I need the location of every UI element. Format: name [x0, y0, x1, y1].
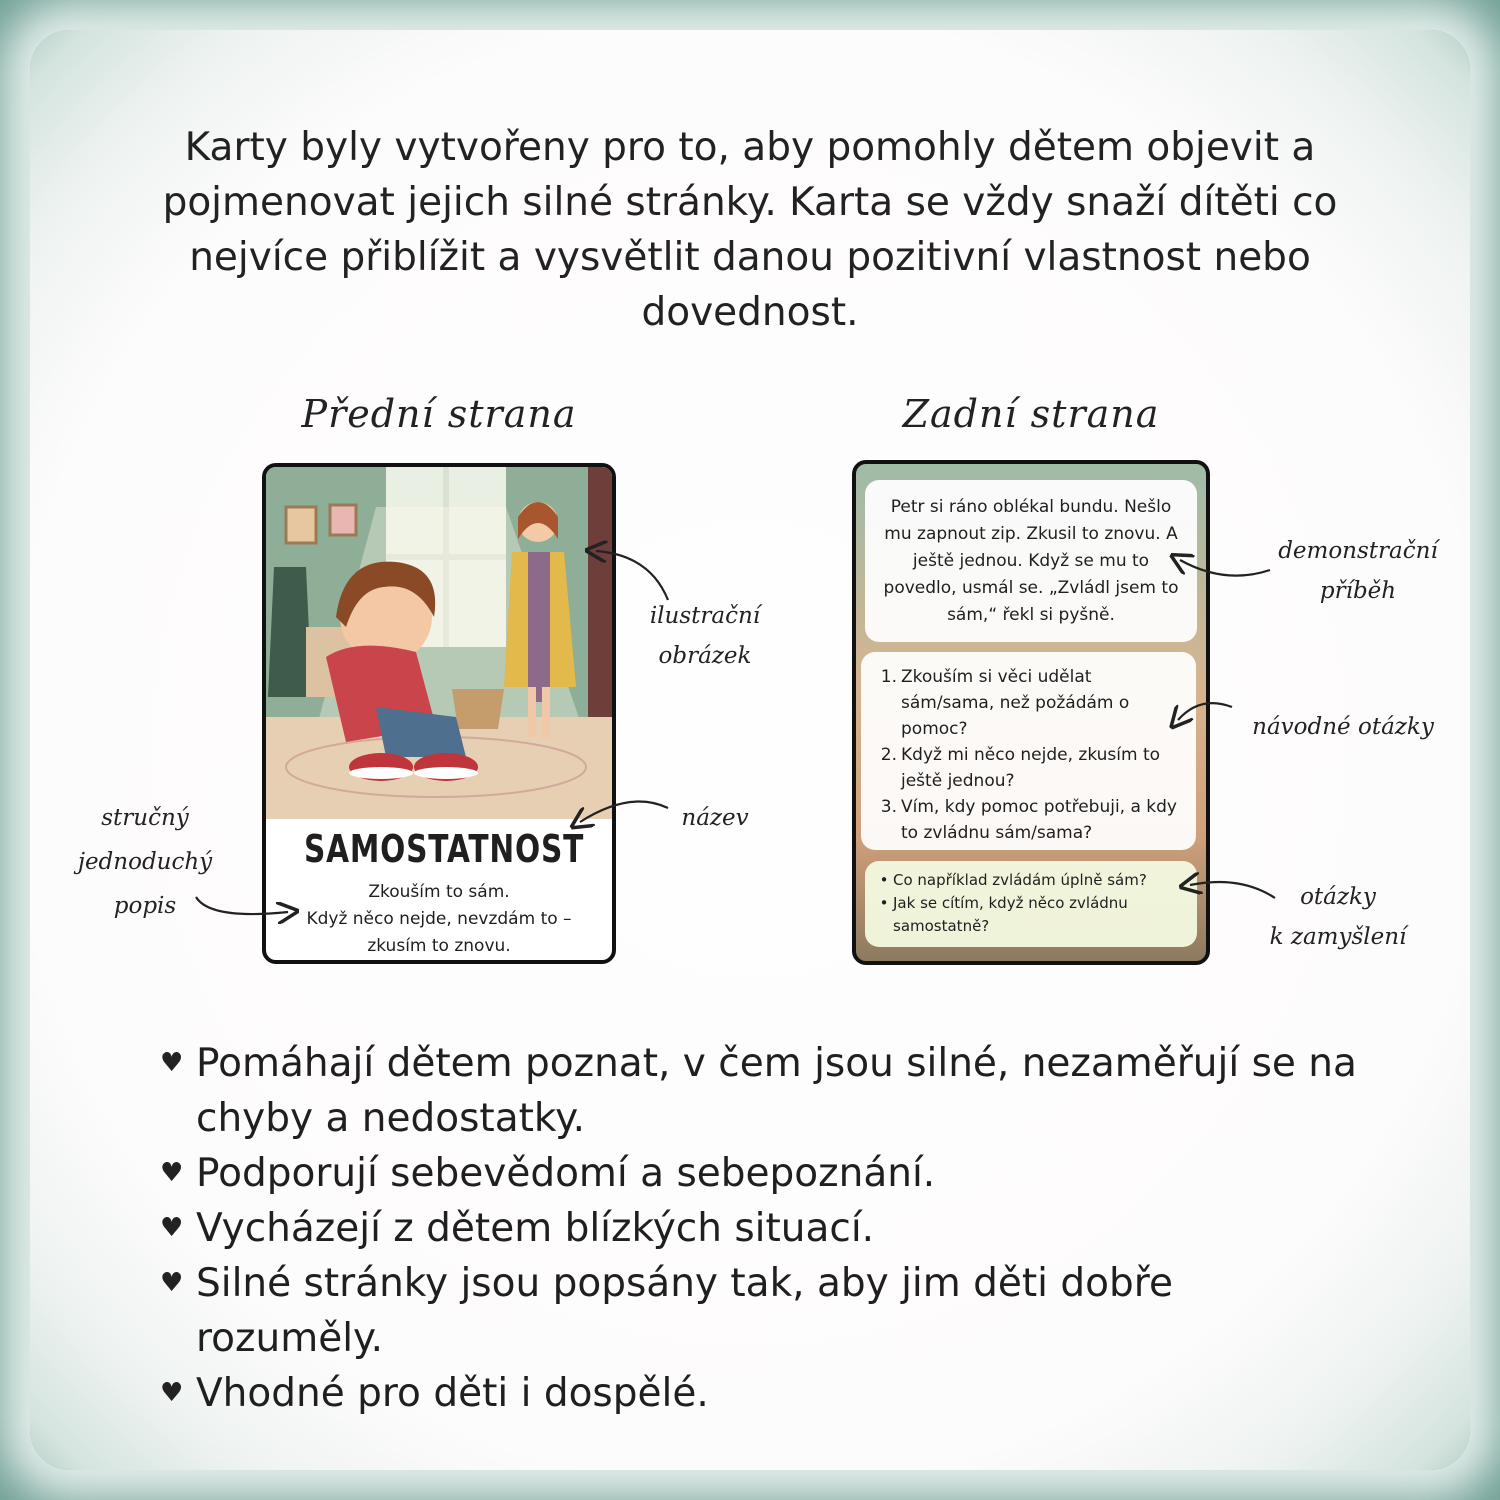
- question-number: 2.: [880, 745, 897, 765]
- curved-arrow-icon: [580, 802, 668, 822]
- intro-text: Karty byly vytvořeny pro to, aby pomohly dětem objevit a pojmenovat jejich silné stránky. Karta se vždy snaží dítěti co nejvíce přiblížit a vysvětlit danou pozitivní vlastnost nebo dovednost.: [162, 125, 1338, 335]
- features-list: [160, 1036, 1360, 1421]
- annotation-line: název: [681, 805, 749, 831]
- heart-icon: ♥: [160, 1048, 184, 1078]
- curved-arrow-icon: [596, 551, 668, 600]
- heart-icon: ♥: [160, 1378, 184, 1408]
- feature-text: Pomáhají dětem poznat, v čem jsou silné, nezaměřují se na chyby a nedostatky.: [196, 1041, 1357, 1141]
- annotation-line: obrázek: [658, 643, 752, 669]
- annotation-line: návodné otázky: [1252, 714, 1434, 740]
- reflection-text: Jak se cítím, když něco zvládnu samostatně?: [893, 894, 1128, 935]
- annotation-line: stručný: [101, 805, 189, 831]
- curved-arrow-icon: [1190, 882, 1275, 898]
- card-title: SAMOSTATNOST: [304, 827, 585, 871]
- curved-arrow-icon: [196, 897, 288, 914]
- feature-text: Vhodné pro děti i dospělé.: [196, 1371, 709, 1416]
- curved-arrow-icon: [1180, 560, 1270, 576]
- heart-icon: ♥: [160, 1158, 184, 1188]
- feature-item: [160, 1036, 1360, 1146]
- question-text: Vím, kdy pomoc potřebuji, a kdy to zvládnu sám/sama?: [901, 797, 1177, 843]
- question-number: 1.: [880, 667, 897, 687]
- question-text: Když mi něco nejde, zkusím to ještě jednou?: [901, 745, 1161, 791]
- desc-line: Zkouším to sám.: [368, 882, 510, 902]
- bullet-dot-icon: •: [879, 894, 889, 912]
- desc-line: zkusím to znovu.: [367, 936, 511, 956]
- story-text: Petr si ráno oblékal bundu. Nešlo mu zapnout zip. Zkusil to znovu. A ještě jednou. Když se mu to povedlo, usmál se. „Zvládl jsem to sám,“ řekl si pyšně.: [883, 497, 1179, 625]
- annotation-line: ilustrační: [649, 603, 761, 629]
- back-side-heading: Zadní strana: [902, 392, 1160, 436]
- annotation-line: popis: [113, 893, 177, 919]
- annotation-line: otázky: [1300, 884, 1376, 910]
- question-text: Zkouším si věci udělat sám/sama, než požádám o pomoc?: [901, 667, 1130, 739]
- reflection-text: Co například zvládám úplně sám?: [893, 871, 1147, 889]
- front-side-heading: Přední strana: [301, 392, 577, 436]
- annotation-line: demonstrační: [1278, 538, 1438, 564]
- feature-text: Silné stránky jsou popsány tak, aby jim děti dobře rozuměly.: [196, 1261, 1173, 1361]
- heart-icon: ♥: [160, 1213, 184, 1243]
- bullet-dot-icon: •: [879, 871, 889, 889]
- annotation-line: příběh: [1319, 578, 1397, 604]
- feature-item: [160, 1256, 1360, 1366]
- feature-item: [160, 1146, 1360, 1201]
- annotation-line: k zamyšlení: [1269, 924, 1407, 950]
- desc-line: Když něco nejde, nevzdám to –: [306, 909, 572, 929]
- question-number: 3.: [880, 797, 897, 817]
- feature-text: Podporují sebevědomí a sebepoznání.: [196, 1151, 936, 1196]
- annotation-line: jednoduchý: [77, 849, 213, 875]
- feature-item: [160, 1201, 1360, 1256]
- curved-arrow-icon: [1178, 703, 1232, 720]
- heart-icon: ♥: [160, 1268, 184, 1298]
- feature-item: [160, 1366, 1360, 1421]
- feature-text: Vycházejí z dětem blízkých situací.: [196, 1206, 875, 1251]
